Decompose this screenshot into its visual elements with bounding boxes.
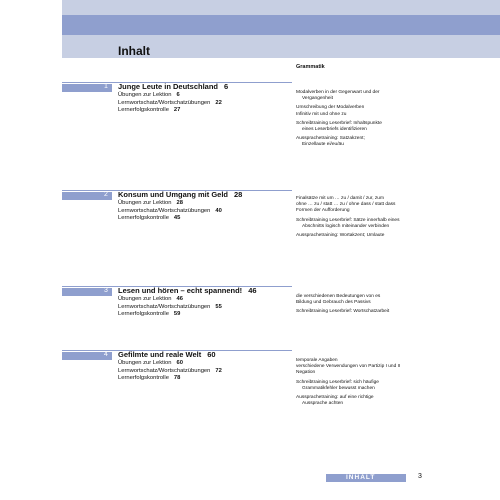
note-line: Formen der Aufforderung — [296, 208, 350, 214]
page-number: 3 — [418, 473, 422, 480]
lesson-subentries — [118, 360, 222, 383]
subentry[interactable] — [118, 311, 222, 319]
subentry[interactable] — [118, 215, 222, 223]
lesson-title[interactable] — [118, 82, 228, 91]
subentry-label: Lernwortschatz/Wortschatzübungen — [118, 303, 211, 310]
grammar-note — [296, 136, 426, 148]
note-line: Umschreibung der Modalverben — [296, 105, 365, 111]
subentry-label: Lernerfolgskontrolle — [118, 215, 169, 222]
grammar-notes — [296, 90, 426, 152]
subentry-page: 6 — [176, 92, 180, 98]
subentry[interactable] — [118, 296, 222, 304]
subentry[interactable] — [118, 304, 222, 312]
subentry-label: Lernerfolgskontrolle — [118, 311, 169, 318]
lesson-page: 46 — [248, 286, 257, 295]
note-line: Bildung und Gebrauch des Passivs — [296, 300, 371, 306]
lesson-subentries — [118, 200, 222, 223]
grammar-note — [296, 300, 426, 306]
grammar-note — [296, 233, 426, 239]
note-line: Aussprachetraining: Wortakzent; Umlaute — [296, 233, 385, 239]
subentry-page: 22 — [215, 99, 222, 106]
subentry[interactable] — [118, 200, 222, 208]
lesson-title[interactable] — [118, 350, 216, 359]
grammar-note — [296, 121, 426, 133]
note-line: Aussprachetraining: auf eine richtige — [296, 395, 374, 401]
subentry[interactable] — [118, 208, 222, 216]
note-line: Einzellaute ei/eu/äu — [302, 142, 344, 148]
subentry[interactable] — [118, 92, 222, 100]
subentry[interactable] — [118, 100, 222, 108]
note-line: Finalsätze mit um … zu / damit / zur, zum — [296, 196, 384, 201]
lesson-page: 60 — [207, 350, 216, 359]
subentry-page: 45 — [173, 215, 181, 222]
grammar-notes — [296, 358, 426, 410]
subentry[interactable] — [118, 368, 222, 376]
lesson-subentries — [118, 92, 222, 115]
lesson-title[interactable] — [118, 286, 257, 295]
subentry-page: 59 — [173, 311, 181, 318]
lesson-number: 3 — [104, 287, 108, 294]
lesson-number: 4 — [104, 351, 108, 358]
note-line: Infinitiv mit und ohne zu — [296, 111, 347, 117]
note-line: temporale Angaben — [296, 358, 338, 363]
subentry-page: 27 — [173, 107, 181, 114]
subentry-label: Übungen zur Lektion — [118, 200, 172, 206]
grammar-note — [296, 208, 426, 214]
note-line: eines Leserbriefs identifizieren — [302, 127, 367, 133]
lesson-title-text: Junge Leute in Deutschland — [118, 82, 219, 91]
note-line: ohne … zu / statt … zu / ohne dass / statt dass — [296, 202, 396, 208]
note-line: Aussprache achten — [302, 401, 344, 407]
subentry-label: Lernerfolgskontrolle — [118, 107, 169, 114]
grammar-note — [296, 218, 426, 230]
subentry[interactable] — [118, 360, 222, 368]
note-line: Vergangenheit — [302, 96, 333, 102]
subentry-label: Übungen zur Lektion — [118, 92, 172, 98]
grammar-note — [296, 380, 426, 392]
subentry-label: Lernwortschatz/Wortschatzübungen — [118, 207, 211, 214]
subentry-page: 40 — [215, 207, 222, 214]
grammar-note — [296, 309, 426, 315]
lesson-subentries — [118, 296, 222, 319]
subentry-page: 72 — [215, 367, 222, 374]
grammar-note — [296, 112, 426, 118]
subentry-page: 60 — [176, 360, 183, 366]
footer-label: INHALT — [346, 474, 376, 481]
lesson-page: 6 — [224, 82, 229, 91]
lesson-page: 28 — [234, 190, 243, 199]
note-line: Modalverben in der Gegenwart und der — [296, 90, 380, 95]
grammar-note — [296, 90, 426, 102]
lesson-number: 1 — [104, 83, 108, 90]
note-line: Grammatikfehler bewusst machen — [302, 385, 375, 391]
subentry[interactable] — [118, 375, 222, 383]
note-line: Schreibtraining Leserbrief: Inhaltspunkte — [296, 120, 382, 126]
note-line: Schreibtraining Leserbrief: Wortschatzarbeit — [296, 309, 390, 315]
subentry-label: Übungen zur Lektion — [118, 360, 172, 366]
note-line: Schreibtraining Leserbrief: sich häufige — [296, 379, 379, 385]
subentry-label: Lernerfolgskontrolle — [118, 375, 169, 382]
lesson-title-text: Lesen und hören – echt spannend! — [118, 286, 243, 295]
grammar-column-heading: Grammatik — [296, 64, 325, 70]
grammar-note — [296, 395, 426, 407]
subentry-label: Lernwortschatz/Wortschatzübungen — [118, 367, 211, 374]
subentry-label: Lernwortschatz/Wortschatzübungen — [118, 99, 211, 106]
note-line: Schreibtraining Leserbrief: Sätze innerhalb eines — [296, 217, 400, 223]
subentry-label: Übungen zur Lektion — [118, 296, 172, 302]
subentry-page: 78 — [173, 375, 181, 382]
subentry-page: 55 — [215, 303, 222, 310]
grammar-notes — [296, 196, 426, 242]
note-line: Abschnitts logisch miteinander verbinden — [302, 223, 390, 229]
note-line: Negation — [296, 370, 316, 376]
note-line: Aussprachetraining: Satzakzent; — [296, 136, 365, 142]
header-stripe — [62, 15, 500, 35]
subentry[interactable] — [118, 107, 222, 115]
grammar-notes — [296, 294, 426, 319]
subentry-page: 28 — [176, 200, 183, 206]
lesson-number: 2 — [104, 191, 108, 198]
note-line: verschiedene Verwendungen von Partizip I und II — [296, 364, 401, 370]
page-title: Inhalt — [118, 44, 150, 58]
lesson-title[interactable] — [118, 190, 242, 199]
note-line: die verschiedenen Bedeutungen von es — [296, 294, 381, 299]
subentry-page: 46 — [176, 296, 183, 302]
lesson-title-text: Konsum und Umgang mit Geld — [118, 190, 228, 199]
grammar-note — [296, 370, 426, 376]
lesson-title-text: Gefilmte und reale Welt — [118, 350, 202, 359]
